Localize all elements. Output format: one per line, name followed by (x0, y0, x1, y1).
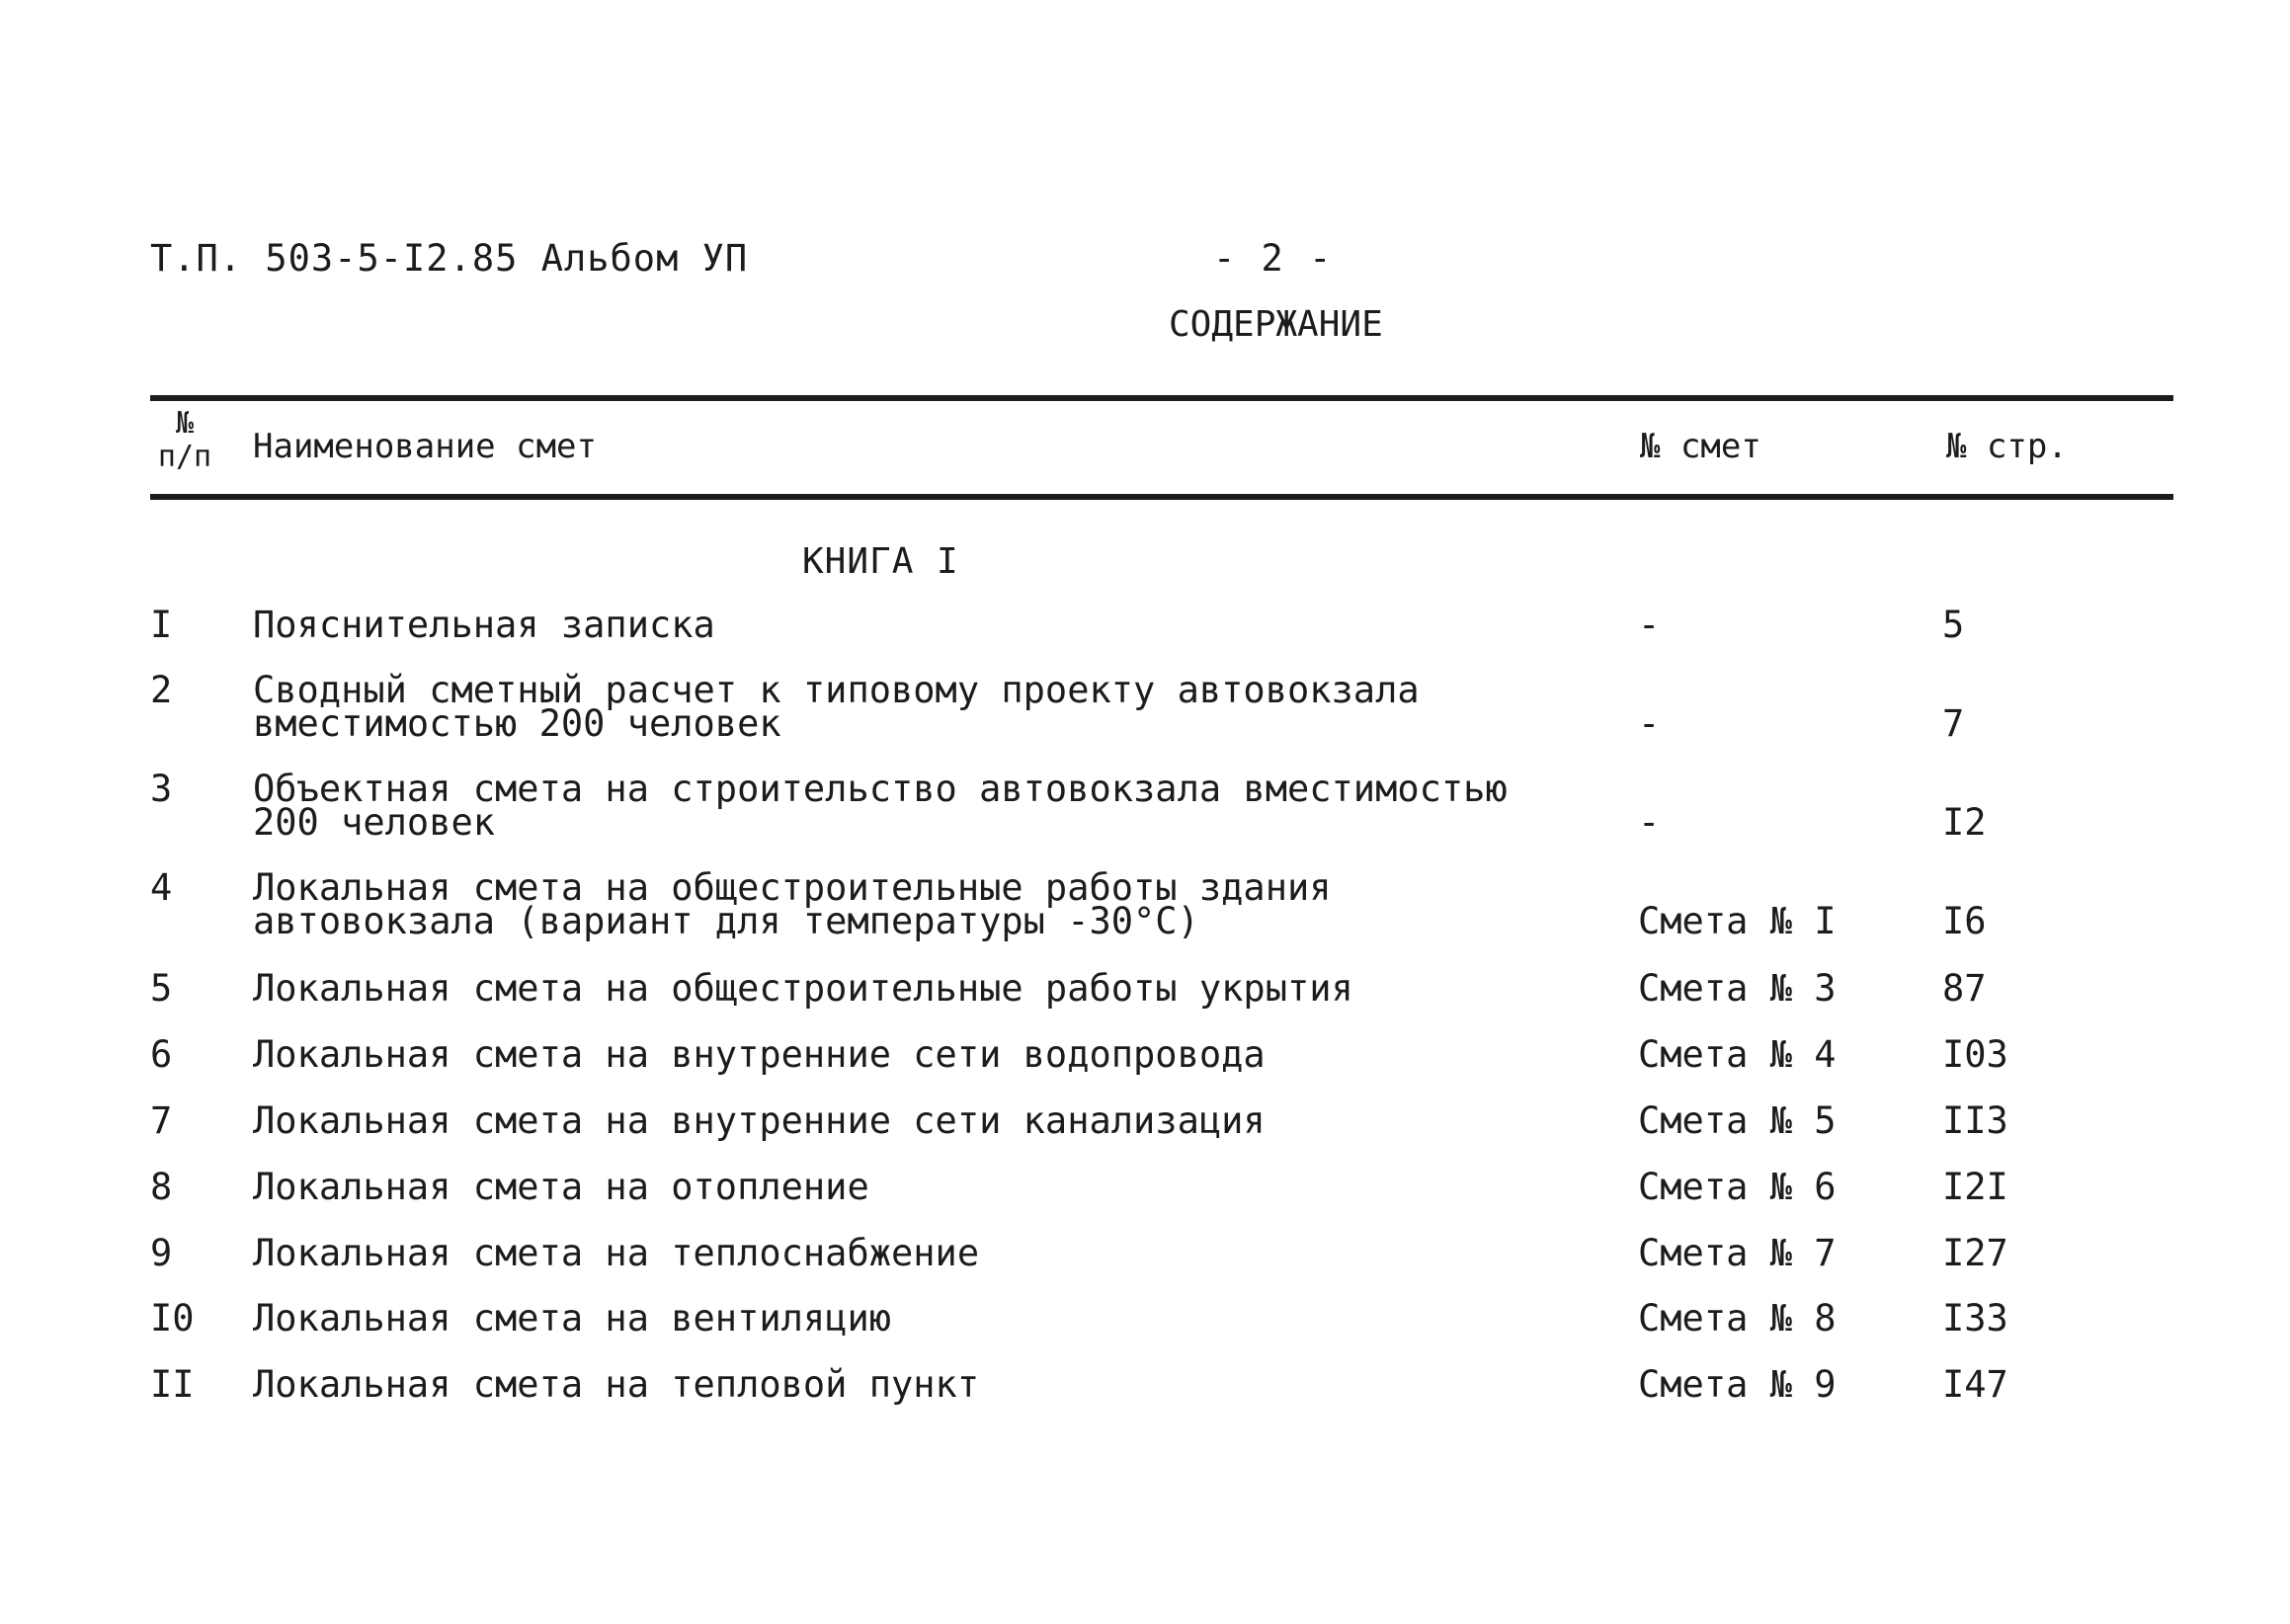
row-smeta: Смета № 4 (1638, 1033, 1837, 1076)
row-name (253, 1232, 980, 1274)
row-smeta: Смета № 6 (1638, 1166, 1837, 1208)
row-number: 6 (150, 1033, 173, 1076)
row-number: II (150, 1363, 195, 1406)
row-name (253, 1166, 869, 1208)
row-page: 7 (1942, 702, 1965, 745)
column-header-smeta: № смет (1640, 427, 1761, 466)
row-name-line: Локальная смета на вентиляцию (253, 1297, 892, 1340)
document-code: Т.П. 503-5-I2.85 Альбом УП (150, 237, 749, 280)
row-name-line: Локальная смета на тепловой пункт (253, 1363, 980, 1406)
row-name-line: 200 человек (253, 801, 496, 844)
row-name (253, 1033, 1266, 1076)
row-name-line: Локальная смета на общестроительные работы здания (253, 866, 1332, 909)
row-name-line: Локальная смета на общестроительные работы укрытия (253, 967, 1353, 1010)
row-smeta: Смета № 3 (1638, 967, 1837, 1010)
row-name (253, 669, 1420, 745)
row-name-line: Объектная смета на строительство автовокзала вместимостью (253, 768, 1508, 810)
row-smeta: - (1638, 604, 1661, 646)
row-number: 2 (150, 669, 173, 711)
row-name-line: Локальная смета на отопление (253, 1166, 869, 1208)
row-smeta: Смета № 7 (1638, 1232, 1837, 1274)
row-page: I6 (1942, 900, 1987, 942)
row-page: I47 (1942, 1363, 2008, 1406)
row-page: 5 (1942, 604, 1965, 646)
page-title: СОДЕРЖАНИЕ (1169, 304, 1383, 345)
row-number: 5 (150, 967, 173, 1010)
table-header-rule (150, 494, 2173, 500)
row-page: I27 (1942, 1232, 2008, 1274)
row-name (253, 1297, 892, 1340)
row-name (253, 604, 715, 646)
row-name-line: Пояснительная записка (253, 604, 715, 646)
row-name (253, 967, 1353, 1010)
row-name-line: автовокзала (вариант для температуры -30°С) (253, 900, 1199, 942)
row-smeta: Смета № 5 (1638, 1099, 1837, 1142)
row-number: 4 (150, 866, 173, 909)
row-number: I (150, 604, 173, 646)
row-page: II3 (1942, 1099, 2008, 1142)
row-name-line: Локальная смета на внутренние сети водопровода (253, 1033, 1266, 1076)
row-number: I0 (150, 1297, 195, 1340)
column-header-page: № стр. (1946, 427, 2068, 466)
row-number: 8 (150, 1166, 173, 1208)
row-number: 7 (150, 1099, 173, 1142)
row-name (253, 866, 1332, 942)
page-number: - 2 - (1213, 237, 1334, 280)
row-smeta: Смета № 9 (1638, 1363, 1837, 1406)
column-header-name: Наименование смет (253, 427, 597, 466)
row-name (253, 1099, 1266, 1142)
section-heading: КНИГА I (802, 541, 959, 582)
row-page: I03 (1942, 1033, 2008, 1076)
row-name-line: Локальная смета на внутренние сети канализация (253, 1099, 1266, 1142)
table-top-rule (150, 395, 2173, 401)
row-number: 9 (150, 1232, 173, 1274)
row-smeta: Смета № 8 (1638, 1297, 1837, 1340)
row-name-line: Сводный сметный расчет к типовому проекту автовокзала (253, 669, 1420, 711)
row-smeta: Смета № I (1638, 900, 1837, 942)
row-page: I33 (1942, 1297, 2008, 1340)
row-name-line: вместимостью 200 человек (253, 702, 781, 745)
row-page: I2 (1942, 801, 1987, 844)
column-header-num: № п/п (157, 406, 212, 474)
row-page: I2I (1942, 1166, 2008, 1208)
row-smeta: - (1638, 702, 1661, 745)
row-name (253, 1363, 980, 1406)
row-name-line: Локальная смета на теплоснабжение (253, 1232, 980, 1274)
row-page: 87 (1942, 967, 1987, 1010)
row-smeta: - (1638, 801, 1661, 844)
row-name (253, 768, 1508, 844)
row-number: 3 (150, 768, 173, 810)
